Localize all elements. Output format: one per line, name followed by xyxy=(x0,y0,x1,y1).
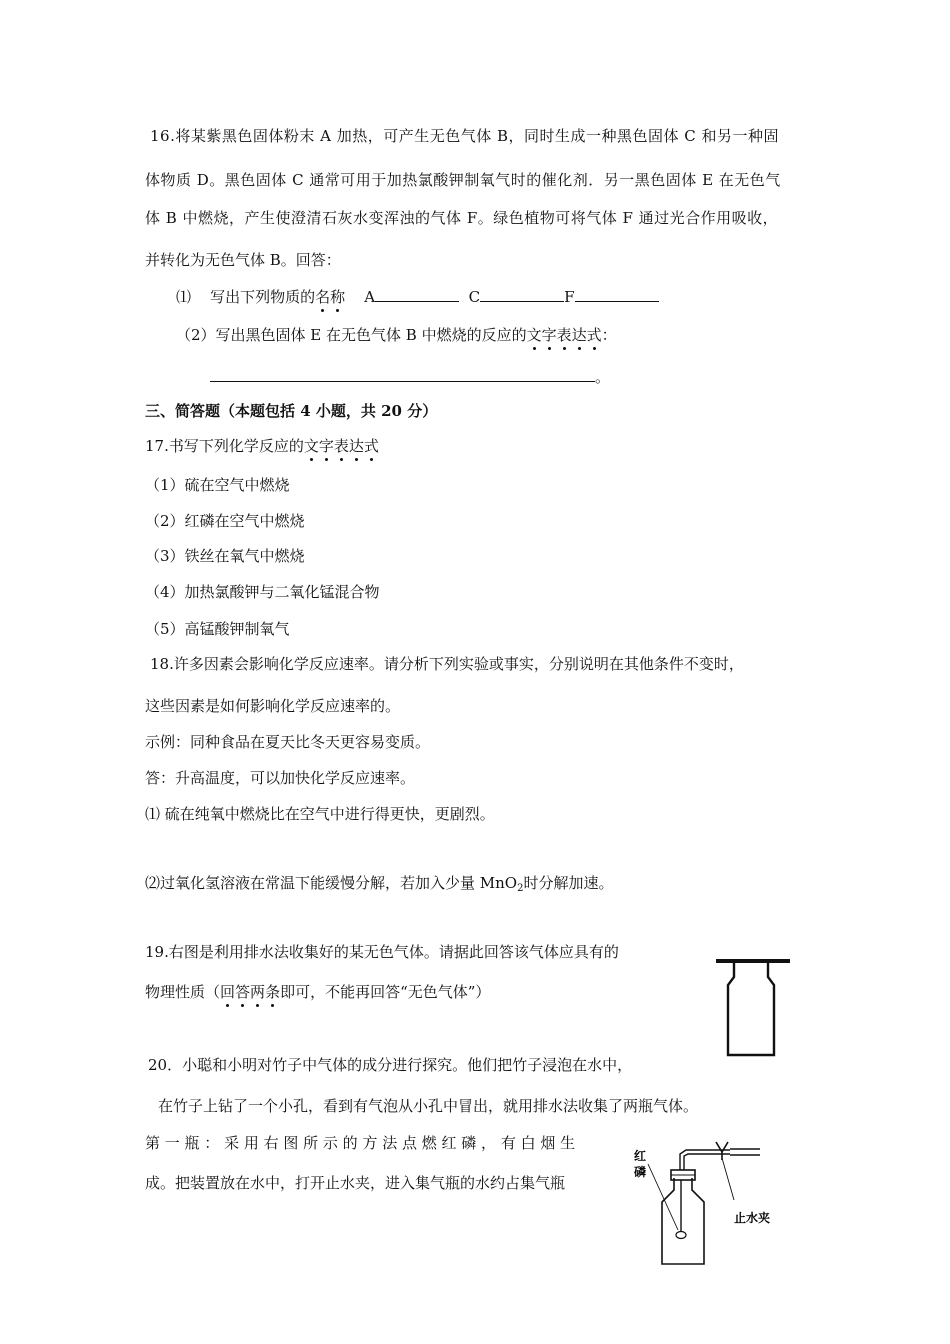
emphasis-char: 字 xyxy=(541,326,557,344)
q19-text-end: 即可，不能再回答“无色气体”） xyxy=(280,983,491,1001)
q17-item-3: （3）铁丝在氧气中燃烧 xyxy=(145,547,305,565)
emphasis-char: 文 xyxy=(303,437,319,455)
q17-heading xyxy=(145,436,379,456)
q18-item-2-text: ⑵过氧化氢溶液在常温下能缓慢分解，若加入少量 MnO xyxy=(145,874,518,892)
q16-sub1-number: ⑴ xyxy=(176,288,192,306)
q16-sub1-text: 写出下列物质的 xyxy=(210,288,316,306)
emphasis-char: 达 xyxy=(571,326,587,344)
q16-sub2-answer-line xyxy=(210,366,610,387)
q20-line2: 在竹子上钻了一个小孔，看到有气泡从小孔中冒出，就用排水法收集了两瓶气体。 xyxy=(158,1097,699,1115)
period: 。 xyxy=(595,368,611,386)
q17-heading-text: 17.书写下列化学反应的 xyxy=(145,437,304,455)
q16-sub2 xyxy=(176,325,617,345)
q17-item-4: （4）加热氯酸钾与二氧化锰混合物 xyxy=(145,583,380,601)
emphasis-char: 条 xyxy=(265,983,281,1001)
label-phosphorus: 磷 xyxy=(634,1165,647,1179)
label-red: 红 xyxy=(634,1149,647,1163)
label-a: A xyxy=(364,288,376,306)
q18-answer: 答：升高温度，可以加快化学反应速率。 xyxy=(145,769,416,787)
q16-line1: 16.将某紫黑色固体粉末 A 加热，可产生无色气体 B，同时生成一种黑色固体 C 和另一种固 xyxy=(150,127,780,145)
emphasis-char: 名 xyxy=(315,288,331,306)
q16-line2: 体物质 D。黑色固体 C 通常可用于加热氯酸钾制氧气时的催化剂．另一黑色固体 E 在无色气 xyxy=(145,171,781,189)
q18-line2: 这些因素是如何影响化学反应速率的。 xyxy=(145,697,401,715)
red-phosphorus-apparatus-figure xyxy=(630,1140,790,1270)
q20-line4: 成。把装置放在水中，打开止水夹，进入集气瓶的水约占集气瓶 xyxy=(145,1174,566,1192)
q16-line3: 体 B 中燃烧，产生使澄清石灰水变浑浊的气体 F。绿色植物可将气体 F 通过光合作用吸收， xyxy=(145,209,779,227)
emphasis-char: 表 xyxy=(556,326,572,344)
emphasis-char: 答 xyxy=(235,983,251,1001)
q16-sub2-text: （2）写出黑色固体 E 在无色气体 B 中燃烧的反应的 xyxy=(176,326,527,344)
emphasis-char: 两 xyxy=(250,983,266,1001)
gas-collecting-bottle-figure xyxy=(712,955,794,1061)
answer-blank-a[interactable] xyxy=(375,286,459,302)
q20-line3: 第 一 瓶 ： 采 用 右 图 所 示 的 方 法 点 燃 红 磷 ， 有 白 烟 生 xyxy=(145,1134,576,1152)
q17-item-2: （2）红磷在空气中燃烧 xyxy=(145,512,305,530)
emphasis-char: 表 xyxy=(333,437,349,455)
q19-text: 物理性质（ xyxy=(145,983,221,1001)
q19-line1: 19.右图是利用排水法收集好的某无色气体。请据此回答该气体应具有的 xyxy=(145,943,619,961)
emphasis-char: 文 xyxy=(526,326,542,344)
q17-item-1: （1）硫在空气中燃烧 xyxy=(145,476,290,494)
q19-line2 xyxy=(145,982,490,1002)
emphasis-char: 式 xyxy=(586,326,602,344)
emphasis-char: 达 xyxy=(348,437,364,455)
q20-line1: 20．小聪和小明对竹子中气体的成分进行探究。他们把竹子浸泡在水中， xyxy=(148,1056,633,1074)
emphasis-char: 称 xyxy=(330,288,346,306)
answer-blank-f[interactable] xyxy=(575,286,659,302)
q18-item-2-text-end: 时分解加速。 xyxy=(523,874,614,892)
emphasis-char: 字 xyxy=(318,437,334,455)
colon: ： xyxy=(601,326,617,344)
q16-line4: 并转化为无色气体 B。回答： xyxy=(145,251,341,269)
q18-item-1: ⑴ 硫在纯氧中燃烧比在空气中进行得更快，更剧烈。 xyxy=(145,805,495,823)
q18-item-2 xyxy=(145,873,613,899)
label-c: C xyxy=(468,288,481,306)
q18-line1: 18.许多因素会影响化学反应速率。请分析下列实验或事实，分别说明在其他条件不变时， xyxy=(150,655,744,673)
answer-blank-c[interactable] xyxy=(480,286,564,302)
q18-example: 示例：同种食品在夏天比冬天更容易变质。 xyxy=(145,733,431,751)
q16-sub1 xyxy=(176,286,659,307)
subscript: 2 xyxy=(517,883,524,894)
emphasis-char: 式 xyxy=(363,437,379,455)
label-f: F xyxy=(564,288,575,306)
section-3-title: 三、简答题（本题包括 4 小题，共 20 分） xyxy=(145,402,438,420)
answer-blank-e[interactable] xyxy=(210,366,595,382)
emphasis-char: 回 xyxy=(220,983,236,1001)
q17-item-5: （5）高锰酸钾制氧气 xyxy=(145,620,290,638)
label-water-clamp: 止水夹 xyxy=(734,1211,771,1225)
